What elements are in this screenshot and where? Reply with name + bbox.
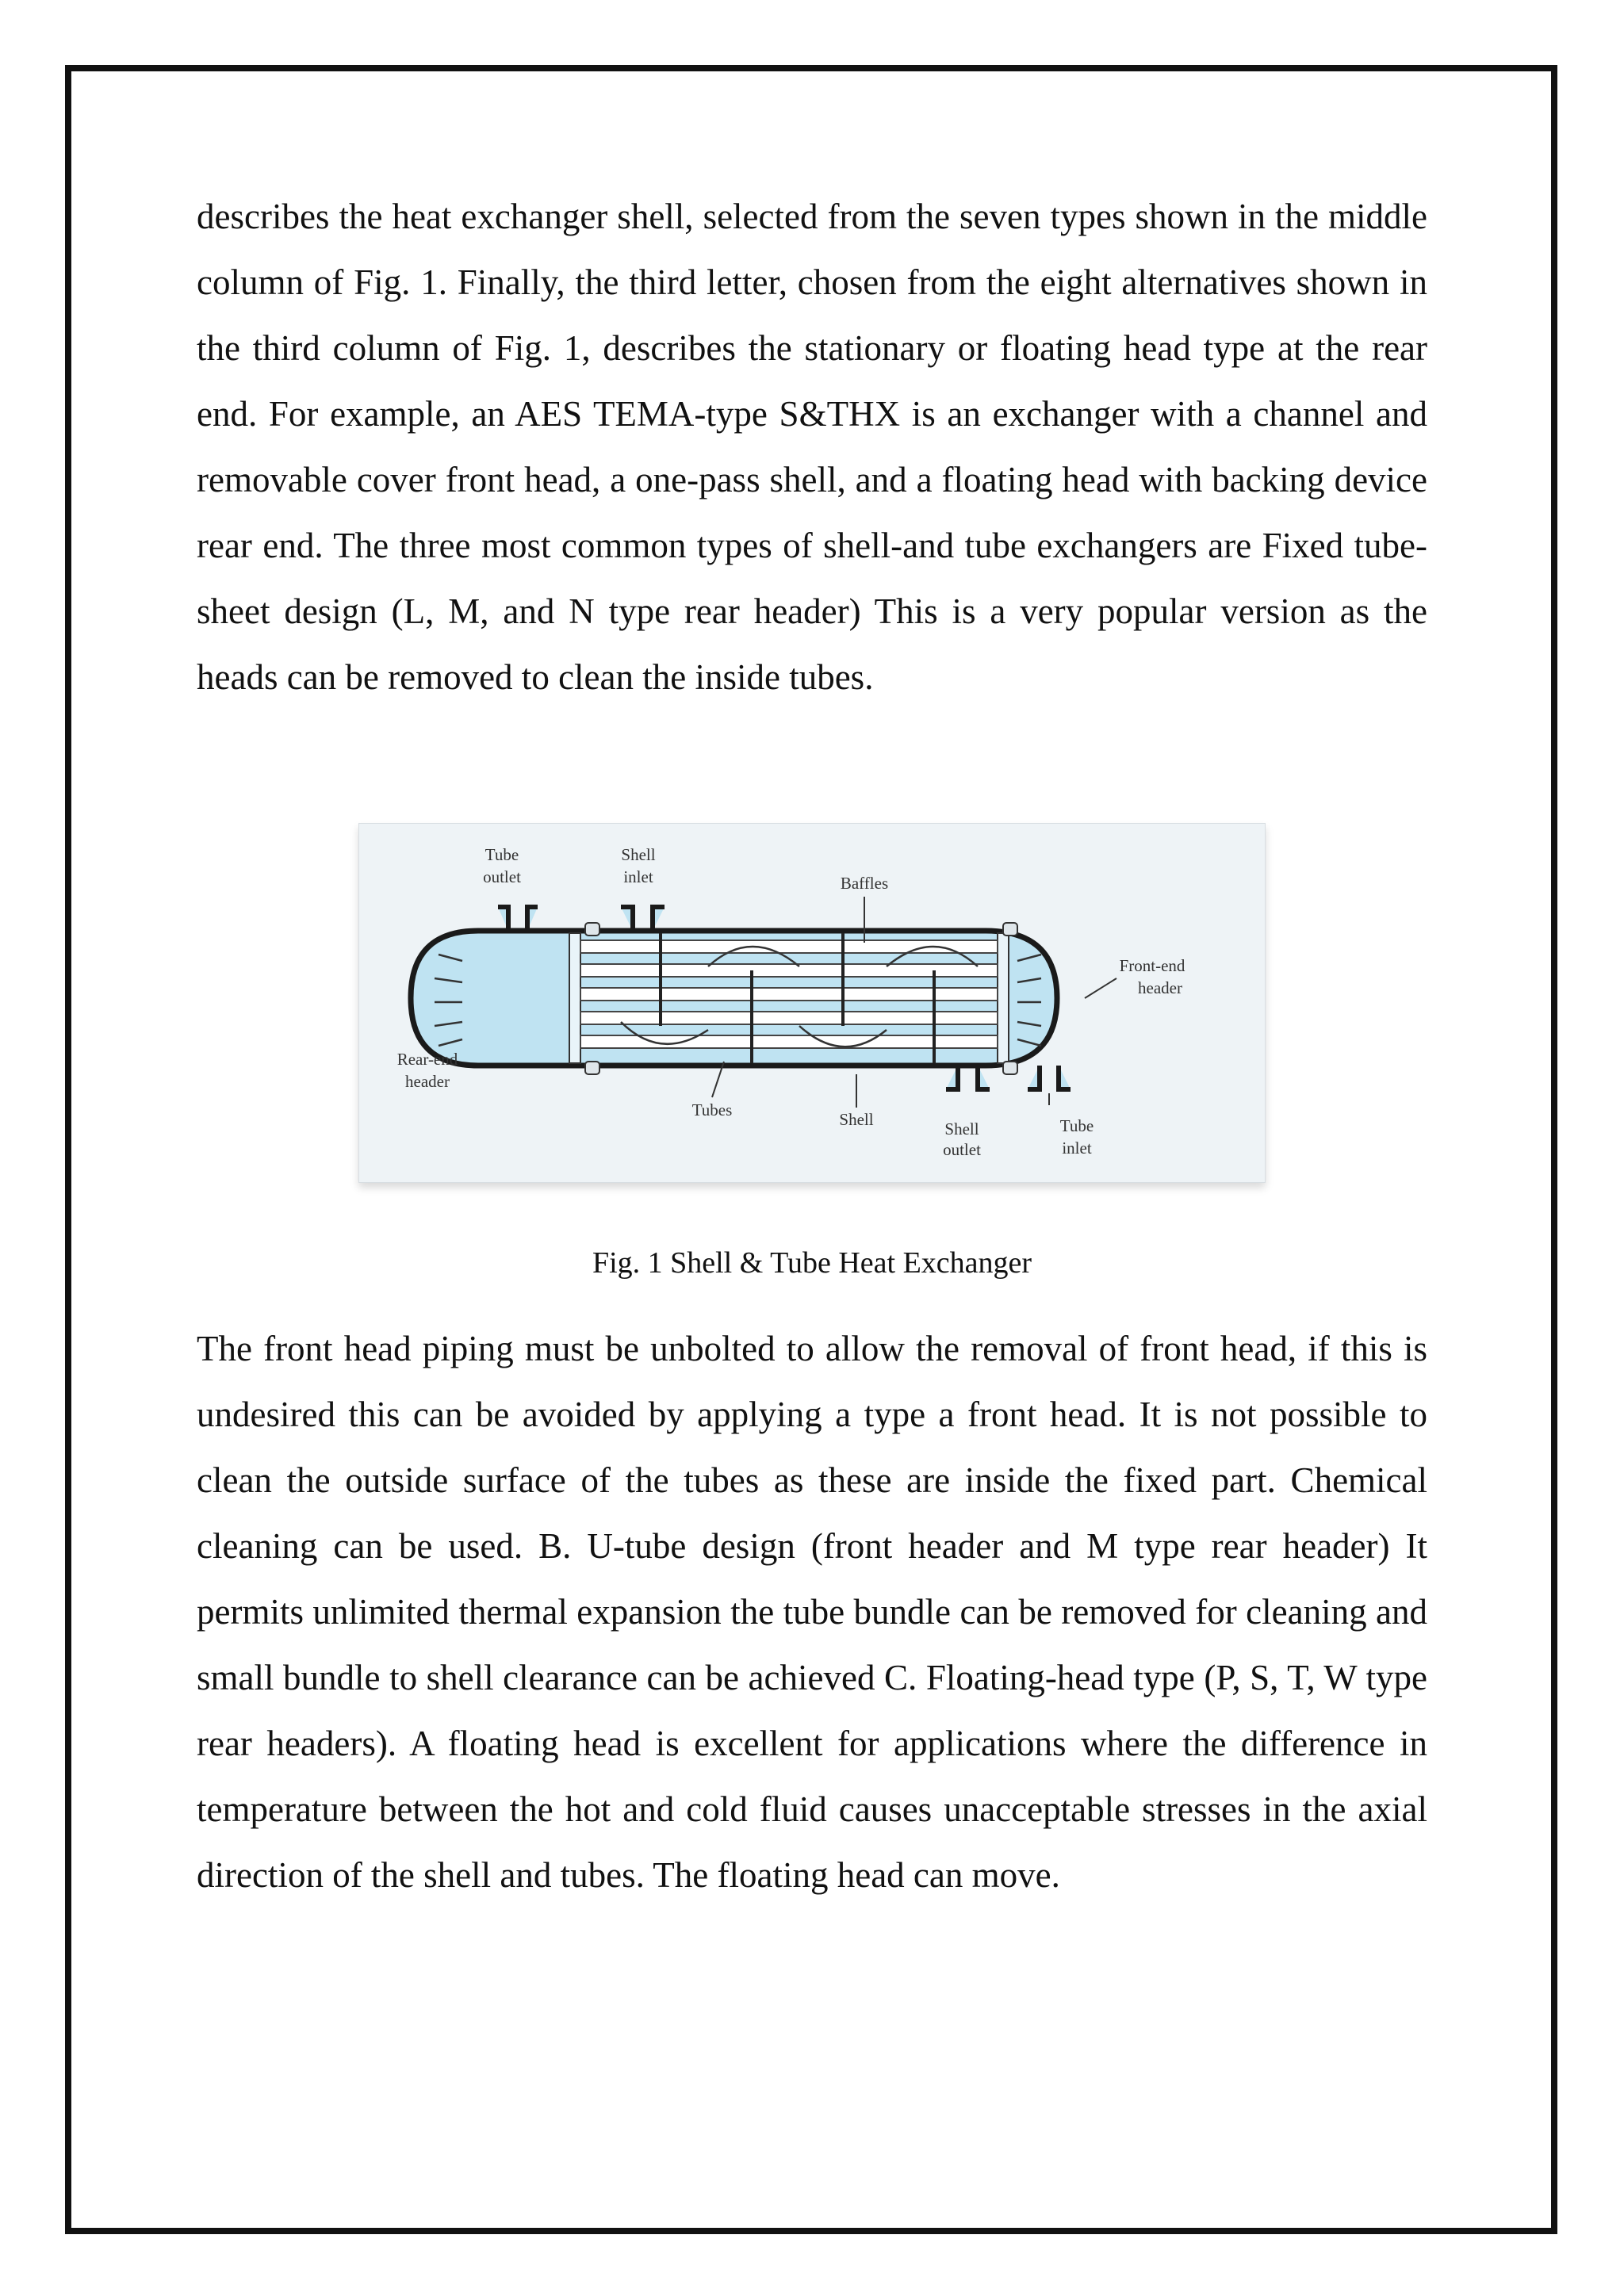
label-shell-inlet-1: Shell xyxy=(621,845,656,864)
label-tube-outlet-2: outlet xyxy=(483,867,521,886)
label-front-end-2: header xyxy=(1138,978,1182,997)
paragraph-1: describes the heat exchanger shell, selected from the seven types shown in the middle column of Fig. 1. Finally, the third letter, chosen from the eight alternatives shown in the third column of Fig. 1, describes the stationary or floating head type at the rear end. For example, an AES TEMA-type S&THX is an exchanger with a channel and removable cover front head, a one-pass shell, and a floating head with backing device rear end. The three most common types of shell-and tube exchangers are Fixed tube-sheet design (L, M, and N type rear header) This is a very popular version as the heads can be removed to clean the inside tubes. xyxy=(197,197,1427,697)
label-rear-end-2: header xyxy=(405,1072,450,1091)
label-tube-inlet-1: Tube xyxy=(1059,1116,1094,1135)
label-shell: Shell xyxy=(839,1110,874,1129)
label-shell-inlet-2: inlet xyxy=(623,867,653,886)
front-tube-sheet xyxy=(998,933,1009,1063)
paragraph-2: The front head piping must be unbolted to allow the removal of front head, if this is undesired this can be avoided by applying a type a front head. It is not possible to clean the outside surface of the tubes as these are inside the fixed part. Chemical cleaning can be used. B. U-tube design (front header and M type rear header) It permits unlimited thermal expansion the tube bundle can be removed for cleaning and small bundle to shell clearance can be achieved C. Floating-head type (P, S, T, W type rear headers). A floating head is excellent for applications where the difference in temperature between the hot and cold fluid causes unacceptable stresses in the axial direction of the shell and tubes. The floating head can move. xyxy=(197,1329,1427,1895)
label-shell-outlet-2: outlet xyxy=(943,1140,981,1159)
rear-tube-sheet xyxy=(569,933,580,1063)
heat-exchanger-diagram xyxy=(359,824,1265,1182)
label-baffles: Baffles xyxy=(840,874,889,893)
label-tube-inlet-2: inlet xyxy=(1062,1138,1092,1158)
label-shell-outlet-1: Shell xyxy=(944,1119,979,1138)
label-tubes: Tubes xyxy=(691,1100,733,1119)
heat-exchanger-figure xyxy=(358,823,1266,1183)
figure-caption: Fig. 1 Shell & Tube Heat Exchanger xyxy=(592,1246,1032,1280)
label-rear-end-1: Rear-end xyxy=(396,1050,458,1069)
label-tube-outlet-1: Tube xyxy=(485,845,519,864)
label-front-end-1: Front-end xyxy=(1119,956,1185,975)
